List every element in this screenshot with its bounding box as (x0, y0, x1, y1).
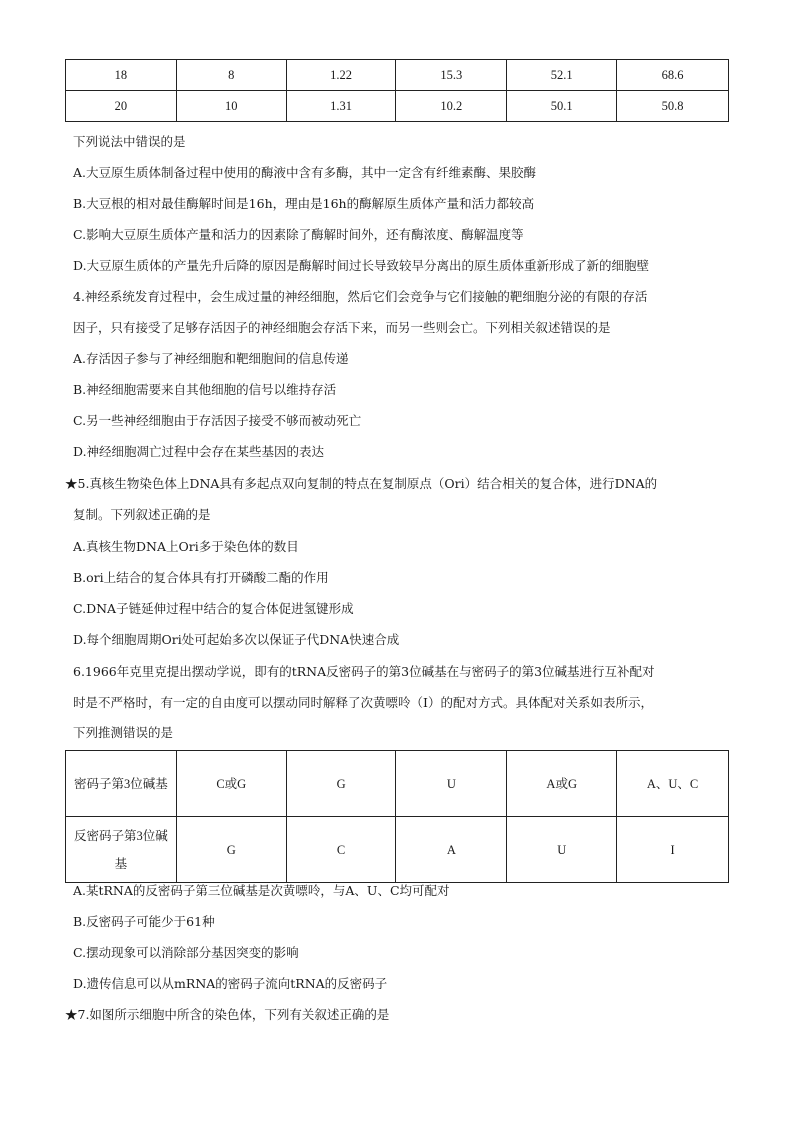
q4-stem-line1: 4.神经系统发育过程中，会生成过量的神经细胞，然后它们会竞争与它们接触的靶细胞分泌的有限的存活 (73, 289, 648, 304)
table-cell: G (286, 751, 396, 817)
table-cell: 10 (176, 91, 286, 122)
q6-option-c: C.摆动现象可以消除部分基因突变的影响 (73, 945, 299, 960)
codon-row-header: 密码子第3位碱基 (66, 751, 177, 817)
q5-stem-line1: ★5.真核生物染色体上DNA具有多起点双向复制的特点在复制原点（Ori）结合相关的复合体，进行DNA的 (65, 476, 658, 491)
table-cell: C或G (176, 751, 286, 817)
q6-stem-line3: 下列推测错误的是 (73, 725, 174, 740)
q3-option-a: A.大豆原生质体制备过程中使用的酶液中含有多酶，其中一定含有纤维素酶、果胶酶 (73, 165, 537, 180)
table-row (66, 60, 729, 91)
q3-option-c: C.影响大豆原生质体产量和活力的因素除了酶解时间外，还有酶浓度、酶解温度等 (73, 227, 524, 242)
table-row (66, 91, 729, 122)
q5-option-d: D.每个细胞周期Ori处可起始多次以保证子代DNA快速合成 (73, 632, 400, 647)
table-cell: U (507, 817, 617, 883)
table-cell: 10.2 (396, 91, 507, 122)
q3-option-b: B.大豆根的相对最佳酶解时间是16h，理由是16h的酶解原生质体产量和活力都较高 (73, 196, 535, 211)
q7-stem: ★7.如图所示细胞中所含的染色体，下列有关叙述正确的是 (65, 1007, 390, 1022)
q6-stem-line2: 时是不严格时，有一定的自由度可以摆动同时解释了次黄嘌呤（I）的配对方式。具体配对关系如表所示， (73, 695, 653, 710)
table-cell: U (396, 751, 507, 817)
q6-stem-line1: 6.1966年克里克提出摆动学说，即有的tRNA反密码子的第3位碱基在与密码子的第3位碱基进行互补配对 (73, 664, 655, 679)
q6-option-a: A.某tRNA的反密码子第三位碱基是次黄嘌呤，与A、U、C均可配对 (73, 883, 450, 898)
q5-option-a: A.真核生物DNA上Ori多于染色体的数目 (73, 539, 299, 554)
q4-option-c: C.另一些神经细胞由于存活因子接受不够而被动死亡 (73, 413, 362, 428)
table-cell: A、U、C (617, 751, 729, 817)
table-cell: 1.31 (286, 91, 396, 122)
table-cell: 1.22 (286, 60, 396, 91)
table-cell: 18 (66, 60, 177, 91)
table-cell: G (176, 817, 286, 883)
table-cell: 15.3 (396, 60, 507, 91)
table-cell: 52.1 (507, 60, 617, 91)
q4-stem-line2: 因子，只有接受了足够存活因子的神经细胞会存活下来，而另一些则会亡。下列相关叙述错误的是 (73, 320, 611, 335)
table-cell: 68.6 (617, 60, 729, 91)
q4-option-b: B.神经细胞需要来自其他细胞的信号以维持存活 (73, 382, 337, 397)
q6-option-b: B.反密码子可能少于61种 (73, 914, 215, 929)
enzymolysis-data-table (65, 59, 729, 122)
q4-option-d: D.神经细胞凋亡过程中会存在某些基因的表达 (73, 444, 325, 459)
q5-option-b: B.ori上结合的复合体具有打开磷酸二酯的作用 (73, 570, 329, 585)
table-row (66, 817, 729, 883)
q3-option-d: D.大豆原生质体的产量先升后降的原因是酶解时间过长导致较早分离出的原生质体重新形成了新的细胞壁 (73, 258, 650, 273)
anticodon-row-header: 反密码子第3位碱基 (66, 817, 177, 883)
codon-pairing-table (65, 750, 729, 883)
table-cell: 50.8 (617, 91, 729, 122)
q5-stem-line2: 复制。下列叙述正确的是 (73, 507, 211, 522)
q5-option-c: C.DNA子链延伸过程中结合的复合体促进氢键形成 (73, 601, 354, 616)
q4-option-a: A.存活因子参与了神经细胞和靶细胞间的信息传递 (73, 351, 349, 366)
table-cell: C (286, 817, 396, 883)
table-cell: I (617, 817, 729, 883)
q6-option-d: D.遗传信息可以从mRNA的密码子流向tRNA的反密码子 (73, 976, 388, 991)
table-cell: 50.1 (507, 91, 617, 122)
table-cell: A (396, 817, 507, 883)
table-cell: 20 (66, 91, 177, 122)
table-cell: A或G (507, 751, 617, 817)
table-row (66, 751, 729, 817)
table-cell: 8 (176, 60, 286, 91)
q3-stem: 下列说法中错误的是 (73, 134, 186, 149)
